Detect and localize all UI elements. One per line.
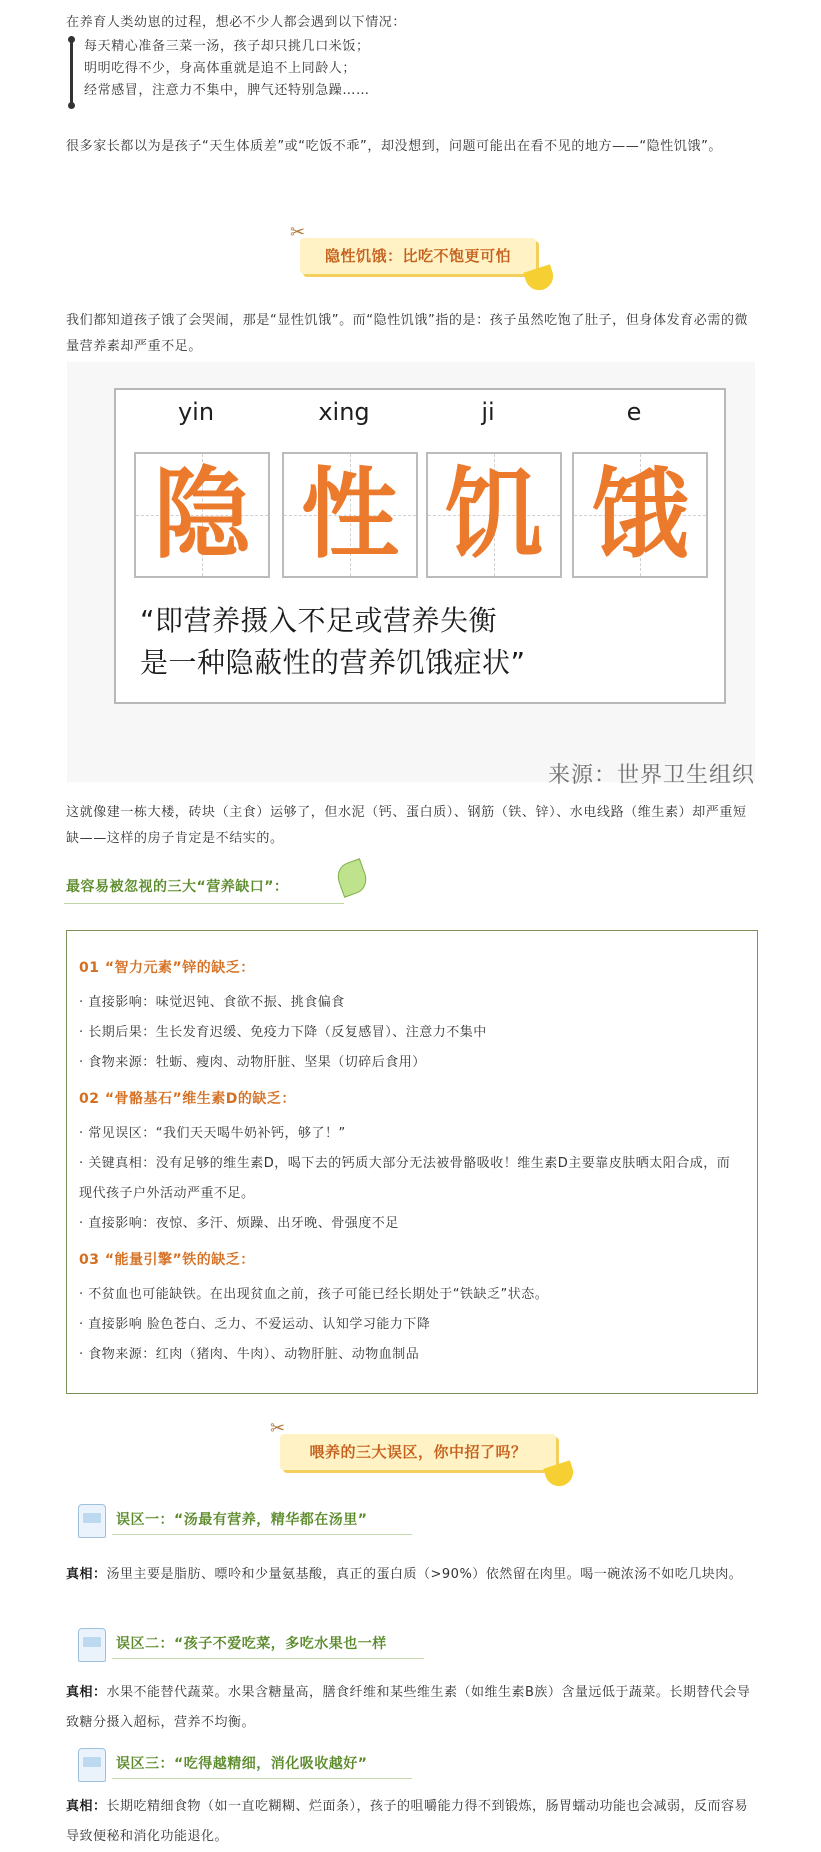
- section-banner-feeding-myths: [270, 1418, 556, 1470]
- myth-title: 误区三：“吃得越精细，消化吸收越好”: [116, 1756, 368, 1772]
- milk-carton-icon: [78, 1628, 106, 1662]
- gap-row: · 关键真相：没有足够的维生素D，喝下去的钙质大部分无法被骨骼吸收！维生素D主要靠皮肤晒太阳合成，而现代孩子户外活动严重不足。: [79, 1156, 731, 1201]
- gap-row: · 常见误区：“我们天天喝牛奶补钙，够了！”: [79, 1126, 346, 1141]
- list-bar: [70, 38, 73, 108]
- pinyin-label: yin: [177, 398, 215, 426]
- section-title: 喂养的三大误区，你中招了吗？: [309, 1443, 527, 1461]
- character-cell: [426, 452, 562, 578]
- pinyin-label: xing: [318, 398, 370, 426]
- definition-quote: [140, 600, 526, 684]
- milk-carton-icon: [78, 1504, 106, 1538]
- intro-paragraph: 很多家长都以为是孩子“天生体质差”或“吃饭不乖”，却没想到，问题可能出在看不见的地方——“隐性饥饿”。: [66, 139, 723, 154]
- pinyin-label: ji: [481, 398, 495, 426]
- gap-heading: 02 “骨骼基石”维生素D的缺乏：: [79, 1091, 296, 1107]
- myth-truth: [66, 1792, 756, 1852]
- truth-label: 真相：: [66, 1799, 107, 1814]
- scissors-icon: ✂: [290, 222, 306, 243]
- pinyin-label: e: [626, 398, 642, 426]
- myth-underline: [112, 1658, 424, 1659]
- myth-truth: [66, 1560, 756, 1590]
- myth-underline: [112, 1534, 412, 1535]
- myth-title: 误区二：“孩子不爱吃菜，多吃水果也一样: [116, 1636, 387, 1652]
- character: 隐: [152, 458, 251, 572]
- gap-row: · 直接影响：夜惊、多汗、烦躁、出牙晚、骨强度不足: [79, 1216, 399, 1231]
- truth-text: 汤里主要是脂肪、嘌呤和少量氨基酸，真正的蛋白质（>90%）依然留在肉里。喝一碗浓汤不如吃几块肉。: [106, 1567, 743, 1582]
- list-item: 每天精心准备三菜一汤，孩子却只挑几口米饭；: [84, 39, 370, 54]
- character-cell: [134, 452, 270, 578]
- character: 饥: [444, 458, 543, 572]
- character: 性: [300, 458, 399, 572]
- cabbage-icon: [333, 858, 370, 898]
- scissors-icon: ✂: [270, 1418, 286, 1439]
- gaps-title: 最容易被忽视的三大“营养缺口”：: [66, 879, 289, 895]
- gaps-underline: [64, 903, 344, 904]
- gap-row: · 不贫血也可能缺铁。在出现贫血之前，孩子可能已经长期处于“铁缺乏”状态。: [79, 1287, 549, 1302]
- character-cell: [282, 452, 418, 578]
- gap-row: · 直接影响 脸色苍白、乏力、不爱运动、认知学习能力下降: [79, 1317, 431, 1332]
- gap-row: · 食物来源：牡蛎、瘦肉、动物肝脏、坚果（切碎后食用）: [79, 1055, 426, 1070]
- myth-truth: [66, 1678, 756, 1738]
- milk-carton-icon: [78, 1748, 106, 1782]
- intro-lead: 在养育人类幼崽的过程，想必不少人都会遇到以下情况：: [66, 15, 407, 30]
- list-item: 明明吃得不少，身高体重就是追不上同龄人；: [84, 61, 357, 76]
- list-dot: [68, 102, 75, 109]
- quote-line: 是一种隐蔽性的营养饥饿症状”: [140, 646, 526, 679]
- truth-label: 真相：: [66, 1685, 107, 1700]
- analogy-paragraph: 这就像建一栋大楼，砖块（主食）运够了，但水泥（钙、蛋白质）、钢筋（铁、锌）、水电线路（维生素）却严重短缺——这样的房子肯定是不结实的。: [66, 805, 747, 846]
- section-title: 隐性饥饿：比吃不饱更可怕: [324, 247, 511, 265]
- gap-row: · 食物来源：红肉（猪肉、牛肉）、动物肝脏、动物血制品: [79, 1347, 420, 1362]
- nutrition-gaps-box: [66, 930, 758, 1394]
- truth-label: 真相：: [66, 1567, 107, 1582]
- source-credit: 来源：世界卫生组织: [548, 763, 756, 788]
- truth-text: 水果不能替代蔬菜。水果含糖量高，膳食纤维和某些维生素（如维生素B族）含量远低于蔬菜。长期替代会导致糖分摄入超标，营养不均衡。: [66, 1685, 751, 1730]
- list-item: 经常感冒，注意力不集中，脾气还特别急躁……: [84, 83, 370, 98]
- list-dot: [68, 36, 75, 43]
- quote-line: “即营养摄入不足或营养失衡: [140, 604, 498, 637]
- truth-text: 长期吃精细食物（如一直吃糊糊、烂面条），孩子的咀嚼能力得不到锻炼，肠胃蠕动功能也会减弱，反而容易导致便秘和消化功能退化。: [66, 1799, 749, 1844]
- gap-heading: 03 “能量引擎”铁的缺乏：: [79, 1252, 255, 1268]
- myth-underline: [112, 1778, 412, 1779]
- section-banner-hidden-hunger: [290, 222, 536, 274]
- character: 饿: [590, 458, 689, 572]
- section1-paragraph: 我们都知道孩子饿了会哭闹，那是“显性饥饿”。而“隐性饥饿”指的是：孩子虽然吃饱了肚子，但身体发育必需的微量营养素却严重不足。: [66, 313, 749, 354]
- character-cell: [572, 452, 708, 578]
- gap-row: · 长期后果：生长发育迟缓、免疫力下降（反复感冒）、注意力不集中: [79, 1025, 487, 1040]
- gap-row: · 直接影响：味觉迟钝、食欲不振、挑食偏食: [79, 995, 345, 1010]
- myth-title: 误区一：“汤最有营养，精华都在汤里”: [116, 1512, 368, 1528]
- gap-heading: 01 “智力元素”锌的缺乏：: [79, 960, 255, 976]
